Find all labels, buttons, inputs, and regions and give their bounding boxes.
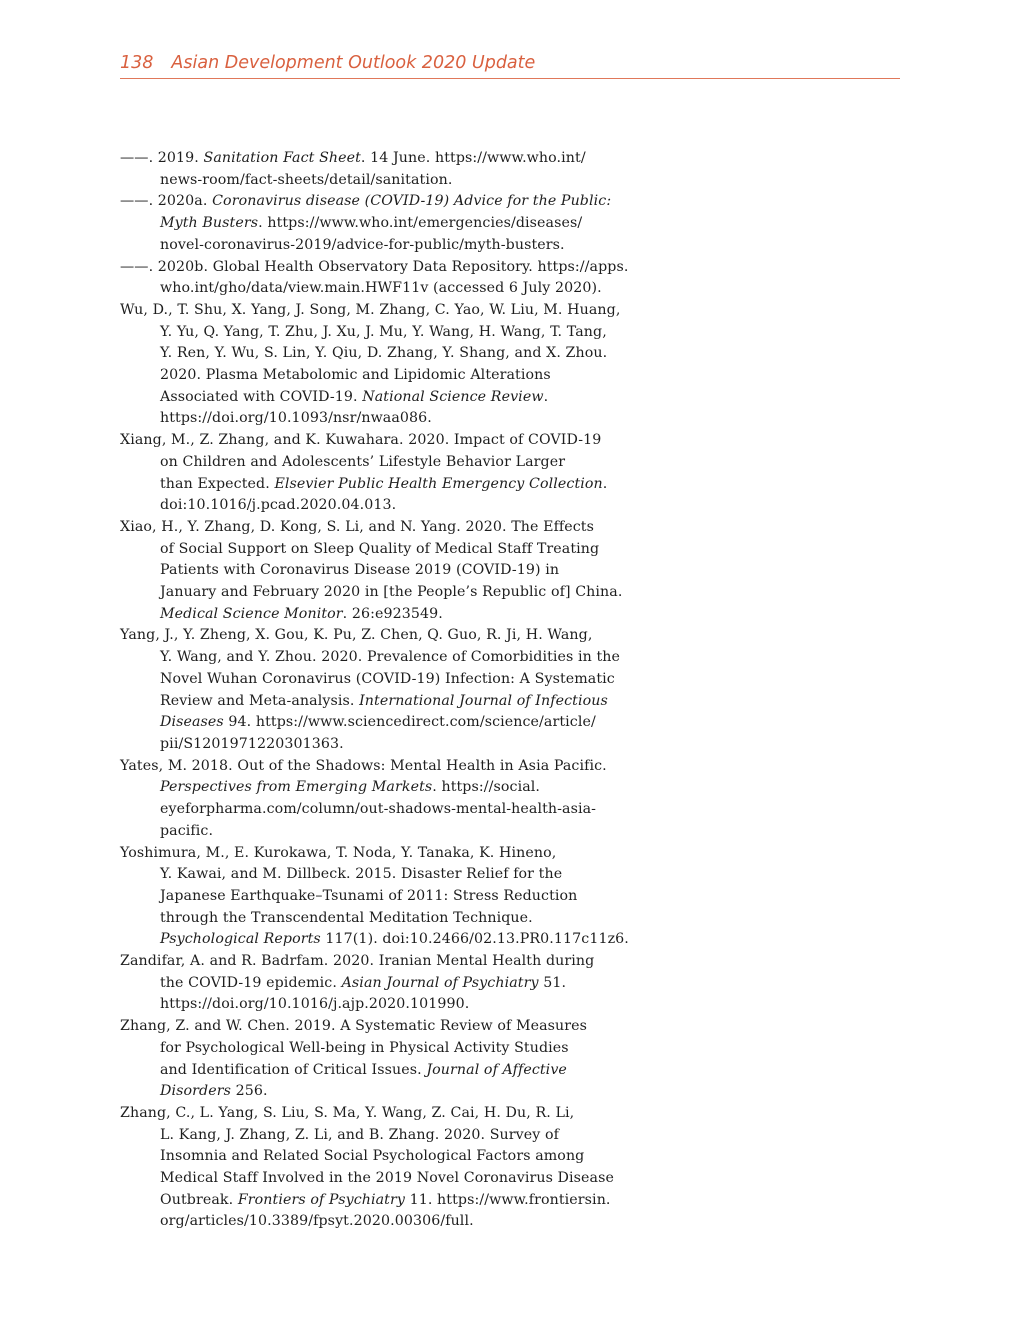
reference-entry (120, 1016, 680, 1103)
reference-list (120, 148, 680, 1233)
reference-title-italic: Diseases (160, 714, 224, 731)
reference-text: the COVID-19 epidemic. (160, 974, 342, 991)
reference-line (120, 322, 680, 344)
reference-text: 94. https://www.sciencedirect.com/science/article/ (223, 714, 596, 731)
reference-title-italic: National Science Review (362, 388, 544, 405)
reference-line (120, 517, 680, 539)
reference-text: novel-coronavirus-2019/advice-for-public/myth-busters. (160, 236, 565, 253)
reference-text: doi:10.1016/j.pcad.2020.04.013. (160, 497, 397, 514)
reference-line (120, 843, 680, 865)
reference-text: Zhang, Z. and W. Chen. 2019. A Systematic Review of Measures (120, 1018, 588, 1035)
reference-line (120, 821, 680, 843)
reference-line (120, 1038, 680, 1060)
reference-entry (120, 191, 680, 256)
reference-title-italic: Asian Journal of Psychiatry (341, 974, 539, 991)
reference-text: pii/S1201971220301363. (160, 735, 344, 752)
reference-line (120, 1060, 680, 1082)
reference-text: 11. https://www.frontiersin. (404, 1191, 611, 1208)
reference-line (120, 148, 680, 170)
reference-line (120, 1125, 680, 1147)
reference-entry (120, 148, 680, 191)
reference-entry (120, 430, 680, 517)
reference-line (120, 430, 680, 452)
reference-line (120, 300, 680, 322)
reference-line (120, 886, 680, 908)
reference-title-italic: Perspectives from Emerging Markets (160, 779, 433, 796)
reference-line (120, 1146, 680, 1168)
reference-text: news-room/fact-sheets/detail/sanitation. (160, 171, 453, 188)
reference-line (120, 560, 680, 582)
reference-line (120, 452, 680, 474)
reference-text: eyeforpharma.com/column/out-shadows-mental-health-asia- (160, 801, 597, 818)
reference-entry (120, 1103, 680, 1233)
reference-line (120, 604, 680, 626)
reference-text: Insomnia and Related Social Psychological Factors among (160, 1148, 585, 1165)
reference-title-italic: Medical Science Monitor (160, 605, 343, 622)
reference-line (120, 1103, 680, 1125)
reference-line (120, 864, 680, 886)
reference-line (120, 343, 680, 365)
reference-title-italic: Frontiers of Psychiatry (237, 1191, 405, 1208)
reference-text: Yoshimura, M., E. Kurokawa, T. Noda, Y. Tanaka, K. Hineno, (120, 844, 557, 861)
reference-line (120, 539, 680, 561)
reference-entry (120, 300, 680, 430)
reference-text: Y. Ren, Y. Wu, S. Lin, Y. Qiu, D. Zhang, Y. Shang, and X. Zhou. (160, 345, 608, 362)
reference-text: org/articles/10.3389/fpsyt.2020.00306/full. (160, 1213, 474, 1230)
reference-line (120, 929, 680, 951)
reference-text: Zhang, C., L. Yang, S. Liu, S. Ma, Y. Wang, Z. Cai, H. Du, R. Li, (120, 1104, 575, 1121)
reference-text: Japanese Earthquake–Tsunami of 2011: Stress Reduction (160, 887, 578, 904)
reference-line (120, 973, 680, 995)
reference-text: . 26:e923549. (342, 605, 443, 622)
reference-text: of Social Support on Sleep Quality of Medical Staff Treating (160, 540, 600, 557)
reference-line (120, 278, 680, 300)
reference-text: Novel Wuhan Coronavirus (COVID-19) Infection: A Systematic (160, 670, 615, 687)
reference-line (120, 734, 680, 756)
reference-text: who.int/gho/data/view.main.HWF11v (accessed 6 July 2020). (160, 280, 602, 297)
reference-text: pacific. (160, 822, 214, 839)
reference-line (120, 951, 680, 973)
reference-text: Xiao, H., Y. Zhang, D. Kong, S. Li, and N. Yang. 2020. The Effects (120, 518, 594, 535)
reference-line (120, 213, 680, 235)
reference-entry (120, 625, 680, 755)
reference-text: ——. 2020a. (120, 193, 213, 210)
reference-entry (120, 257, 680, 300)
reference-title-italic: Psychological Reports (160, 931, 321, 948)
reference-line (120, 756, 680, 778)
reference-text: Y. Kawai, and M. Dillbeck. 2015. Disaster Relief for the (160, 866, 563, 883)
reference-text: . https://social. (432, 779, 541, 796)
reference-text: 2020. Plasma Metabolomic and Lipidomic Alterations (160, 367, 551, 384)
reference-text: Associated with COVID-19. (160, 388, 363, 405)
reference-entry (120, 517, 680, 626)
reference-line (120, 1168, 680, 1190)
reference-text: https://doi.org/10.1016/j.ajp.2020.101990. (160, 996, 470, 1013)
reference-title-italic: Elsevier Public Health Emergency Collection (274, 475, 603, 492)
reference-text: 256. (230, 1083, 268, 1100)
reference-text: through the Transcendental Meditation Technique. (160, 909, 533, 926)
reference-text: than Expected. (160, 475, 275, 492)
reference-text: ——. 2019. (120, 150, 204, 166)
reference-line (120, 799, 680, 821)
reference-text: and Identification of Critical Issues. (160, 1061, 427, 1078)
reference-line (120, 387, 680, 409)
reference-line (120, 191, 680, 213)
reference-line (120, 712, 680, 734)
reference-title-italic: Disorders (160, 1083, 231, 1100)
reference-text: . 14 June. https://www.who.int/ (360, 150, 586, 166)
reference-line (120, 625, 680, 647)
reference-line (120, 1190, 680, 1212)
reference-title-italic: Myth Busters (160, 215, 259, 232)
reference-line (120, 777, 680, 799)
publication-title: Asian Development Outlook 2020 Update (171, 53, 536, 73)
reference-text: Wu, D., T. Shu, X. Yang, J. Song, M. Zhang, C. Yao, W. Liu, M. Huang, (120, 301, 621, 318)
reference-entry (120, 843, 680, 952)
reference-line (120, 257, 680, 279)
reference-text: L. Kang, J. Zhang, Z. Li, and B. Zhang. 2020. Survey of (160, 1126, 559, 1143)
reference-title-italic: Sanitation Fact Sheet (203, 150, 361, 166)
reference-line (120, 691, 680, 713)
reference-text: . (543, 388, 549, 405)
reference-text: on Children and Adolescents’ Lifestyle Behavior Larger (160, 453, 566, 470)
reference-entry (120, 756, 680, 843)
reference-text: Outbreak. (160, 1191, 238, 1208)
reference-text: Yates, M. 2018. Out of the Shadows: Mental Health in Asia Pacific. (120, 757, 607, 774)
reference-line (120, 170, 680, 192)
reference-text: . (602, 475, 608, 492)
reference-text: https://doi.org/10.1093/nsr/nwaa086. (160, 410, 432, 427)
reference-text: Zandifar, A. and R. Badrfam. 2020. Iranian Mental Health during (120, 953, 595, 970)
reference-line (120, 365, 680, 387)
reference-text: Patients with Coronavirus Disease 2019 (COVID-19) in (160, 562, 560, 579)
reference-text: Medical Staff Involved in the 2019 Novel Coronavirus Disease (160, 1170, 614, 1187)
reference-line (120, 235, 680, 257)
reference-text: Y. Yu, Q. Yang, T. Zhu, J. Xu, J. Mu, Y. Wang, H. Wang, T. Tang, (160, 323, 607, 340)
reference-line (120, 647, 680, 669)
reference-text: Y. Wang, and Y. Zhou. 2020. Prevalence of Comorbidities in the (160, 649, 621, 666)
running-header (120, 50, 900, 79)
reference-text: for Psychological Well-being in Physical Activity Studies (160, 1039, 569, 1056)
reference-line (120, 474, 680, 496)
reference-line (120, 1016, 680, 1038)
reference-title-italic: International Journal of Infectious (359, 692, 608, 709)
reference-entry (120, 951, 680, 1016)
reference-line (120, 408, 680, 430)
reference-text: Review and Meta-analysis. (160, 692, 360, 709)
reference-text: 51. (538, 974, 567, 991)
reference-line (120, 669, 680, 691)
reference-title-italic: Journal of Affective (426, 1061, 567, 1078)
reference-text: January and February 2020 in [the People’s Republic of] China. (160, 584, 623, 601)
reference-line (120, 582, 680, 604)
reference-title-italic: Coronavirus disease (COVID-19) Advice for the Public: (212, 193, 612, 210)
reference-line (120, 908, 680, 930)
reference-text: Yang, J., Y. Zheng, X. Gou, K. Pu, Z. Chen, Q. Guo, R. Ji, H. Wang, (120, 627, 593, 644)
reference-text: . https://www.who.int/emergencies/diseases/ (258, 215, 583, 232)
reference-line (120, 1081, 680, 1103)
reference-text: 117(1). doi:10.2466/02.13.PR0.117c11z6. (320, 931, 629, 948)
reference-line (120, 994, 680, 1016)
reference-text: Xiang, M., Z. Zhang, and K. Kuwahara. 2020. Impact of COVID-19 (120, 432, 602, 449)
reference-line (120, 495, 680, 517)
reference-text: ——. 2020b. Global Health Observatory Data Repository. https://apps. (120, 258, 629, 275)
reference-line (120, 1211, 680, 1233)
page-number: 138 (120, 53, 154, 73)
